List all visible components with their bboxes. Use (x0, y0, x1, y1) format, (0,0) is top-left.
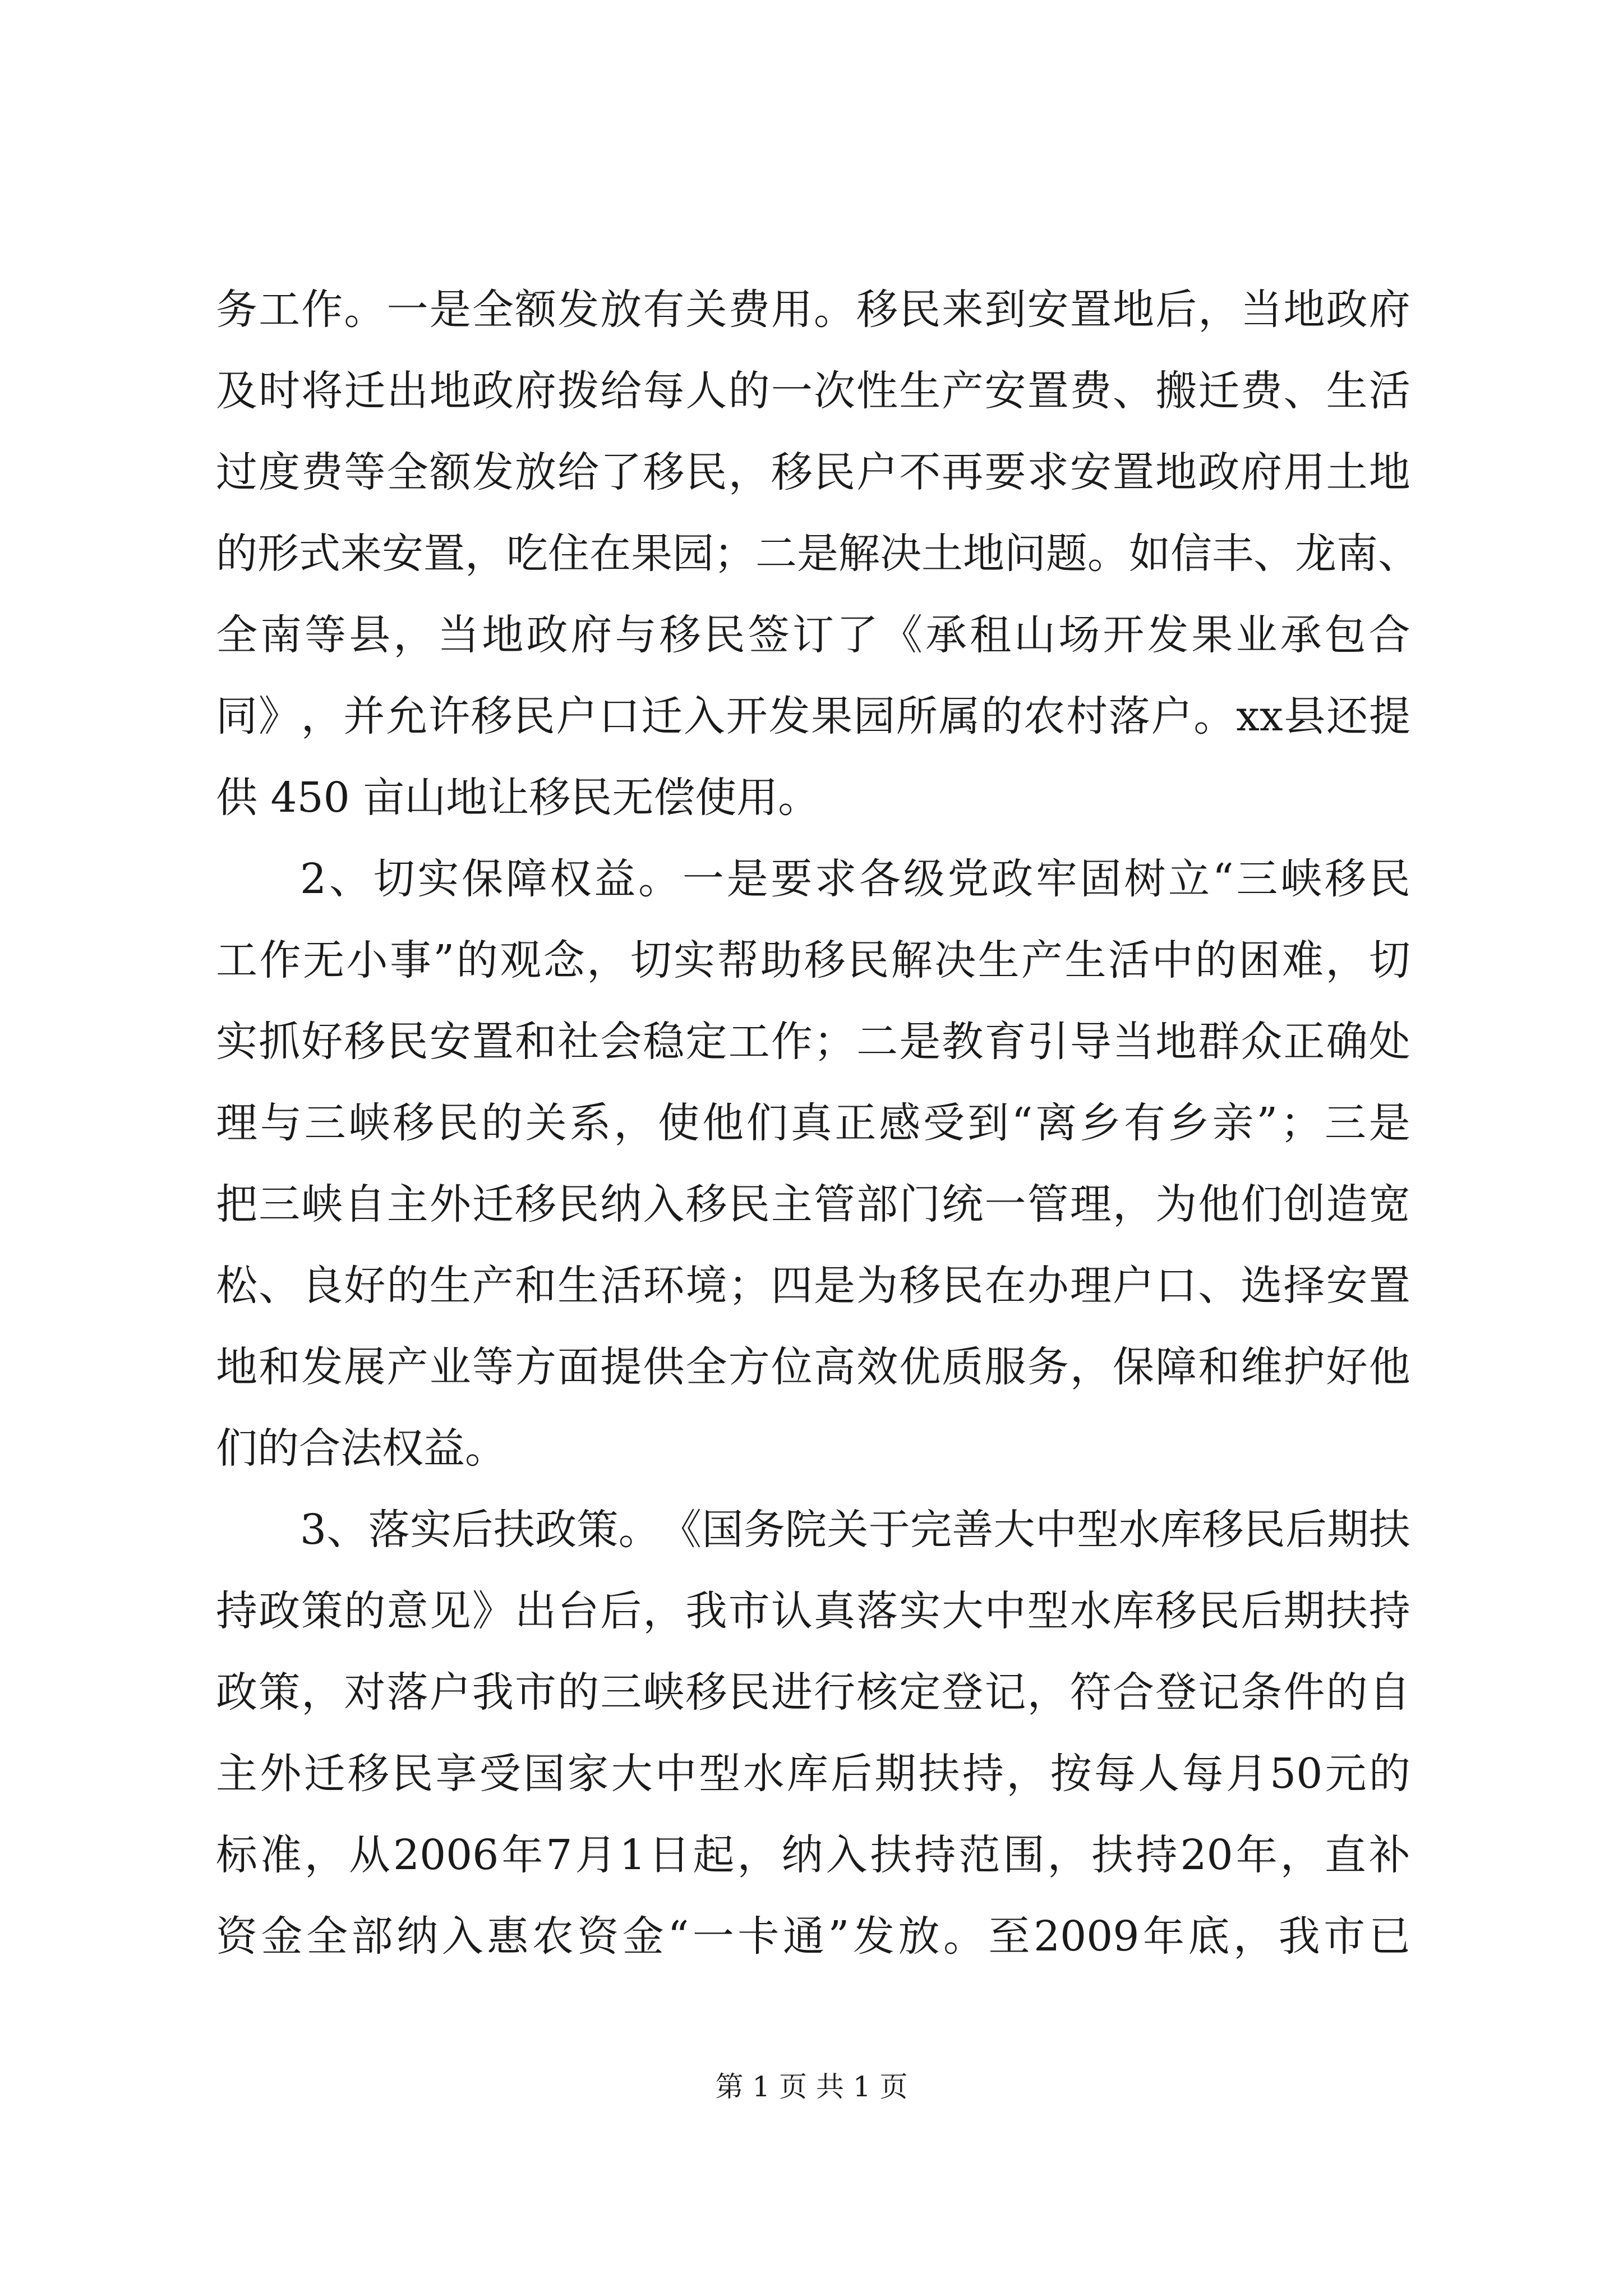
text-line: 们的合法权益。 (216, 1424, 506, 1473)
text-line: 同 》 ， 并 允 许 移 民 户 口 迁 入 开 发 果 园 所 属 的 农 村 落 户 。 xx 县 还 提 (216, 692, 1410, 740)
page-footer: 第 1 页 共 1 页 (715, 2070, 908, 2103)
text-line: 的 形 式 来 安 置 ， 吃 住 在 果 园 ； 二 是 解 决 土 地 问 题 。 如 信 丰 、 龙 南 、 (216, 530, 1419, 578)
text-line: 全 南 等 县 ， 当 地 政 府 与 移 民 签 订 了 《 承 租 山 场 开 发 果 业 承 包 合 (216, 611, 1410, 659)
text-line: 资 金 全 部 纳 入 惠 农 资 金 “ 一 卡 通 ” 发 放 。 至 2009 年 底 ， 我 市 已 (216, 1912, 1410, 1961)
text-line: 松 、 良 好 的 生 产 和 生 活 环 境 ； 四 是 为 移 民 在 办 理 户 口 、 选 择 安 置 (216, 1262, 1410, 1310)
text-line: 持 政 策 的 意 见 》 出 台 后 ， 我 市 认 真 落 实 大 中 型 水 库 移 民 后 期 扶 持 (216, 1587, 1410, 1635)
text-line: 过 度 费 等 全 额 发 放 给 了 移 民 ， 移 民 户 不 再 要 求 安 置 地 政 府 用 土 地 (216, 448, 1410, 496)
text-line: 及 时 将 迁 出 地 政 府 拨 给 每 人 的 一 次 性 生 产 安 置 费 、 搬 迁 费 、 生 活 (216, 367, 1410, 415)
text-line: 实 抓 好 移 民 安 置 和 社 会 稳 定 工 作 ； 二 是 教 育 引 导 当 地 群 众 正 确 处 (216, 1018, 1410, 1066)
text-line: 政 策 ， 对 落 户 我 市 的 三 峡 移 民 进 行 核 定 登 记 ， 符 合 登 记 条 件 的 自 (216, 1668, 1410, 1717)
text-line: 把 三 峡 自 主 外 迁 移 民 纳 入 移 民 主 管 部 门 统 一 管 理 ， 为 他 们 创 造 宽 (216, 1180, 1410, 1228)
document-body (216, 269, 1419, 1977)
text-line: 务 工 作 。 一 是 全 额 发 放 有 关 费 用 。 移 民 来 到 安 置 地 后 ， 当 地 政 府 (216, 286, 1410, 334)
text-line: 供 450 亩山地让移民无偿使用。 (216, 774, 820, 822)
text-line: 工 作 无 小 事 ” 的 观 念 ， 切 实 帮 助 移 民 解 决 生 产 生 活 中 的 困 难 ， 切 (216, 936, 1410, 984)
text-line: 2 、 切 实 保 障 权 益 。 一 是 要 求 各 级 党 政 牢 固 树 立 “ 三 峡 移 民 (300, 855, 1410, 903)
text-line: 3 、 落 实 后 扶 政 策 。 《 国 务 院 关 于 完 善 大 中 型 水 库 移 民 后 期 扶 (300, 1506, 1410, 1554)
text-line: 主 外 迁 移 民 享 受 国 家 大 中 型 水 库 后 期 扶 持 ， 按 每 人 每 月 50 元 的 (216, 1750, 1410, 1798)
text-line: 标 准 ， 从 2006 年 7 月 1 日 起 ， 纳 入 扶 持 范 围 ， 扶 持 20 年 ， 直 补 (216, 1831, 1410, 1879)
text-line: 理 与 三 峡 移 民 的 关 系 ， 使 他 们 真 正 感 受 到 “ 离 乡 有 乡 亲 ” ； 三 是 (216, 1099, 1410, 1147)
text-line: 地 和 发 展 产 业 等 方 面 提 供 全 方 位 高 效 优 质 服 务 ， 保 障 和 维 护 好 他 (216, 1343, 1410, 1391)
